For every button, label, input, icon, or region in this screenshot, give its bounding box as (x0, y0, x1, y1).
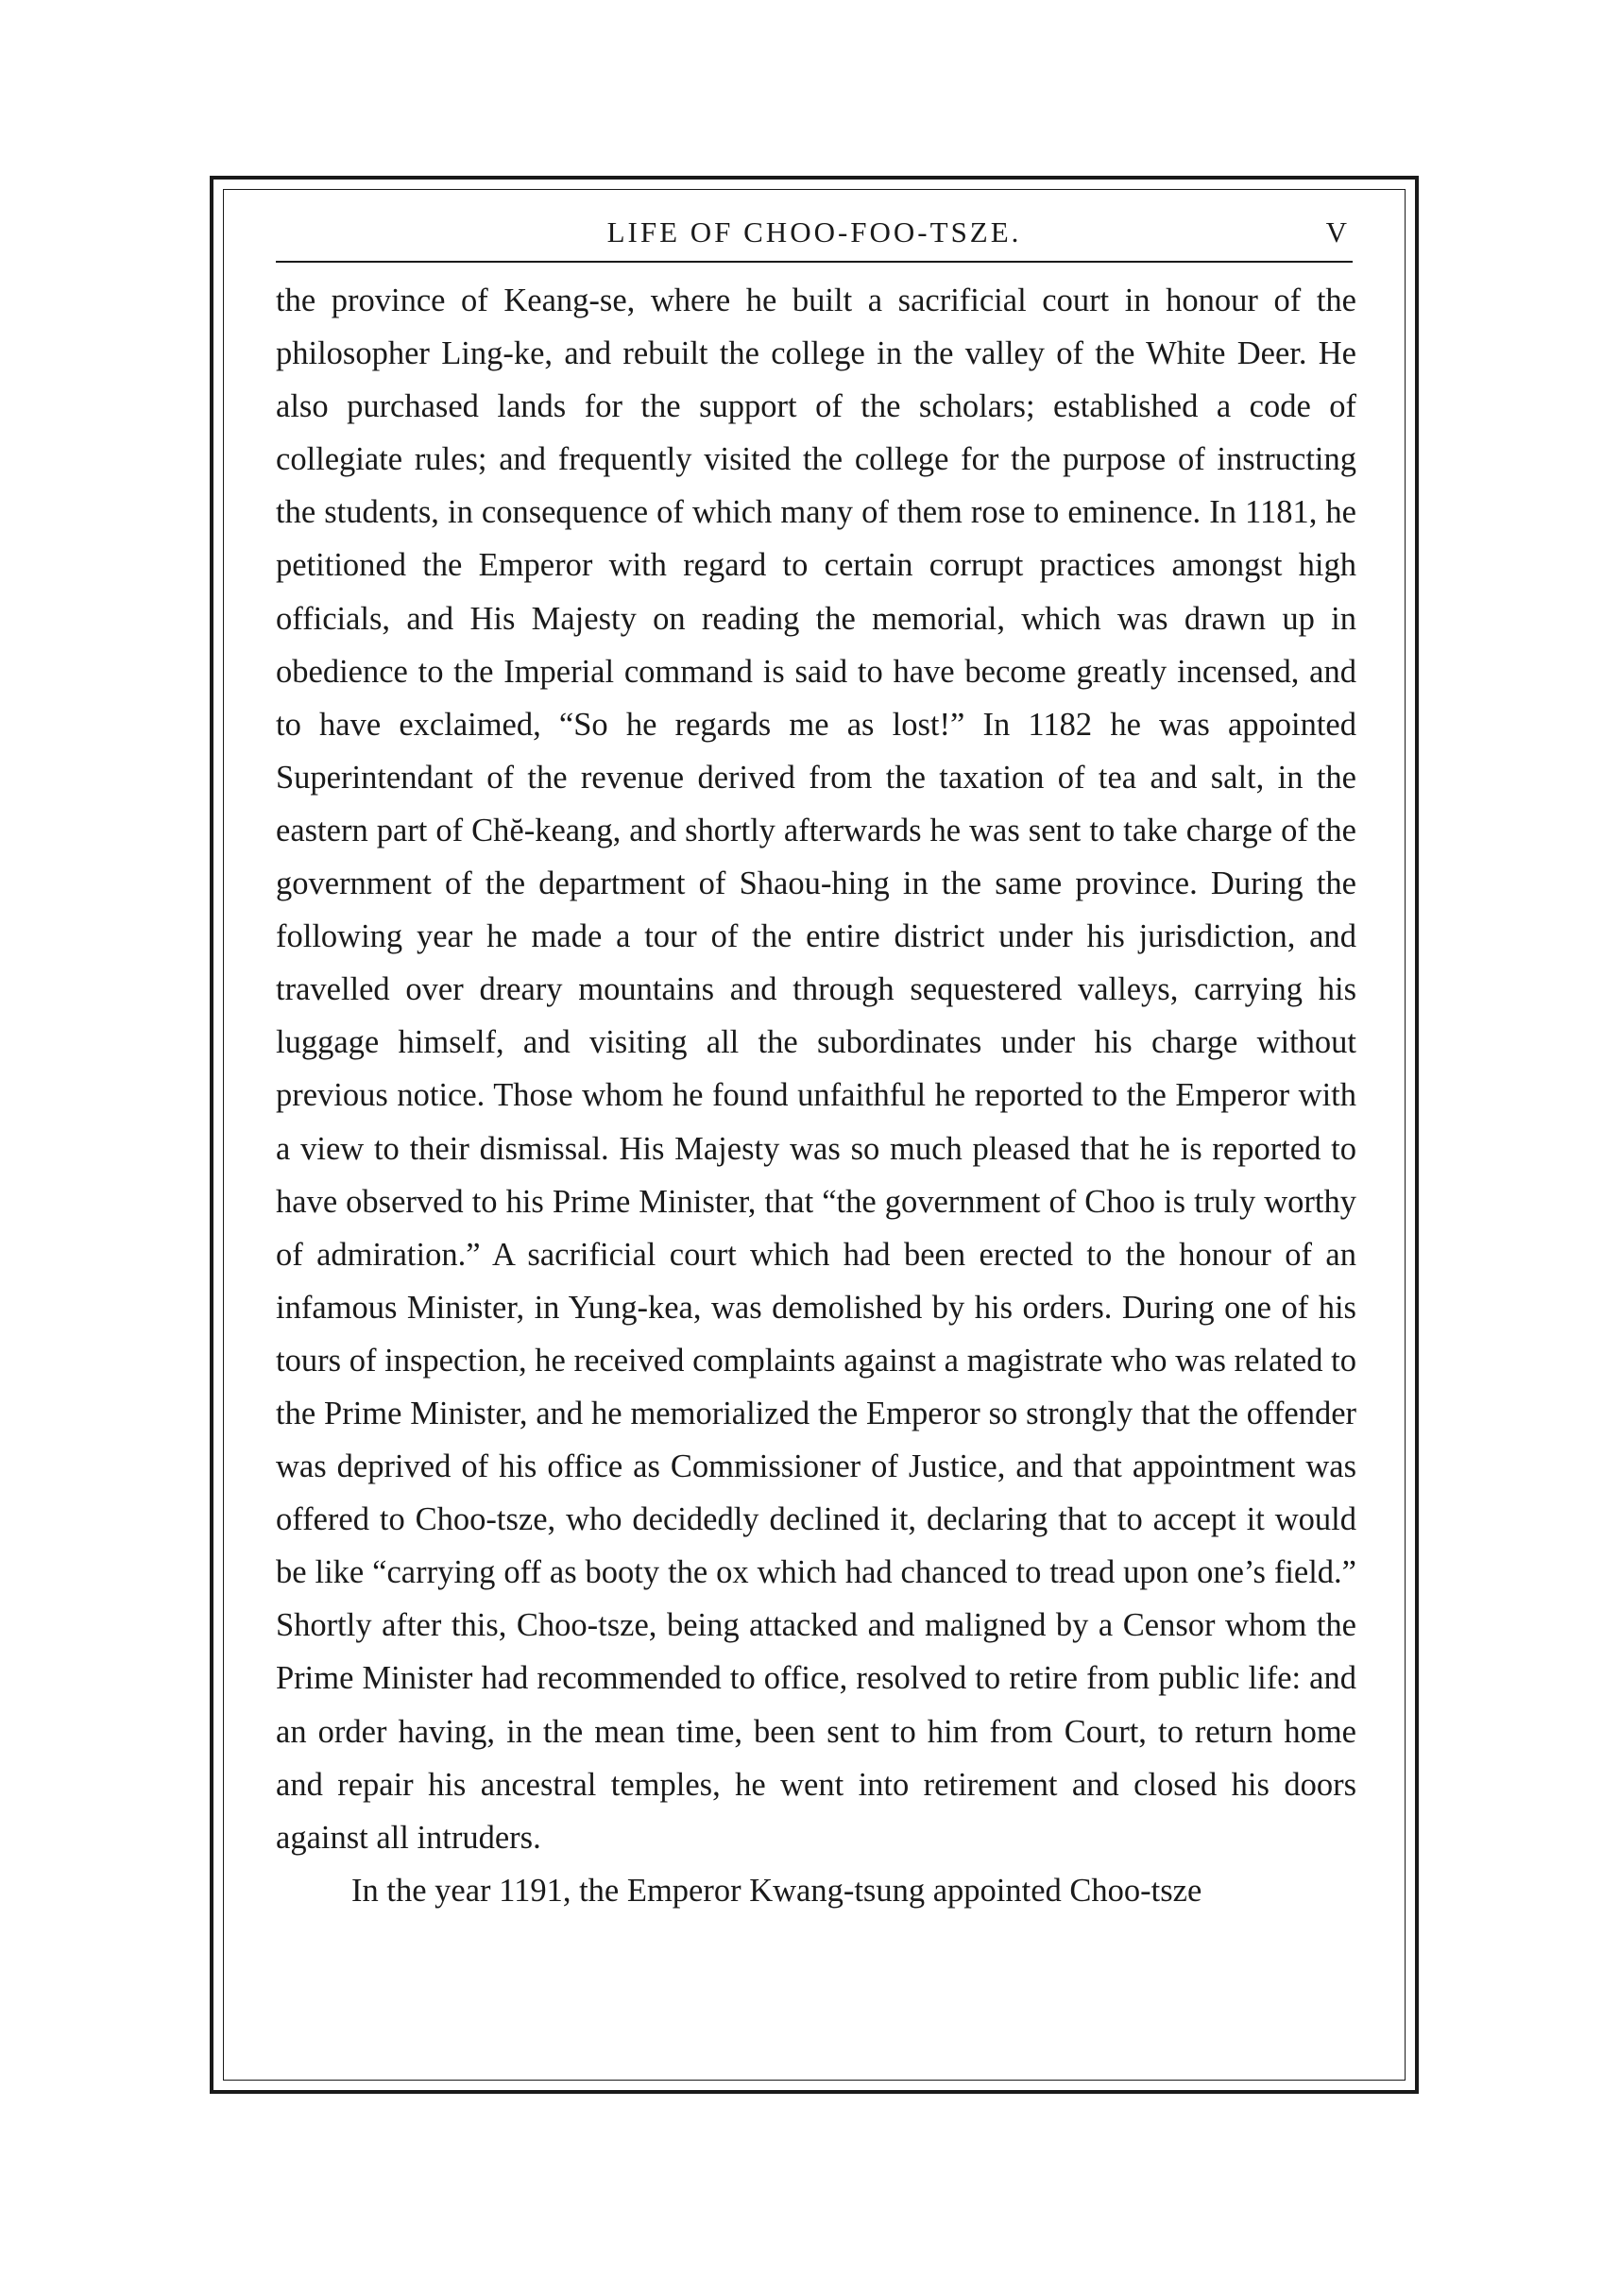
running-header (276, 210, 1353, 263)
running-title: LIFE OF CHOO-FOO-TSZE. (606, 215, 1022, 248)
paragraph-continued: the province of Keang-se, where he built a sacrificial court in honour of the philosopher Ling-ke, and rebuilt the college in the valley of the White Deer. He also purchased lands for the support of the scholars; established a code of collegiate rules; and frequently visited the college for the purpose of instructing the students, in consequence of which many of them rose to eminence. In 1181, he petitioned the Emperor with regard to certain corrupt practices amongst high officials, and His Majesty on reading the memorial, which was drawn up in obedience to the Imperial command is said to have become greatly incensed, and to have exclaimed, “So he regards me as lost!” In 1182 he was appointed Superintendant of the revenue derived from the taxation of tea and salt, in the eastern part of Chĕ-keang, and shortly afterwards he was sent to take charge of the government of the department of Shaou-hing in the same province. During the following year he made a tour of the entire district under his jurisdiction, and travelled over dreary mountains and through sequestered valleys, carrying his luggage himself, and visiting all the subordinates under his charge without previous notice. Those whom he found unfaithful he reported to the Emperor with a view to their dismissal. His Majesty was so much pleased that he is reported to have observed to his Prime Minister, that “the government of Choo is truly worthy of admiration.” A sacrificial court which had been erected to the honour of an infamous Minister, in Yung-kea, was demolished by his orders. During one of his tours of inspection, he received complaints against a magistrate who was related to the Prime Minister, and he memorialized the Emperor so strongly that the offender was deprived of his office as Commissioner of Justice, and that appointment was offered to Choo-tsze, who decidedly declined it, declaring that to accept it would be like “carrying off as booty the ox which had chanced to tread upon one’s field.” Shortly after this, Choo-tsze, being attacked and maligned by a Censor whom the Prime Minister had recommended to office, resolved to retire from public life: and an order having, in the mean time, been sent to him from Court, to return home and repair his ancestral temples, he went into retirement and closed his doors against all intruders. (276, 283, 1356, 1856)
paragraph-new: In the year 1191, the Emperor Kwang-tsung appointed Choo-tsze (351, 1872, 1202, 1909)
body-text (276, 274, 1356, 1917)
page-number: V (1325, 215, 1347, 248)
